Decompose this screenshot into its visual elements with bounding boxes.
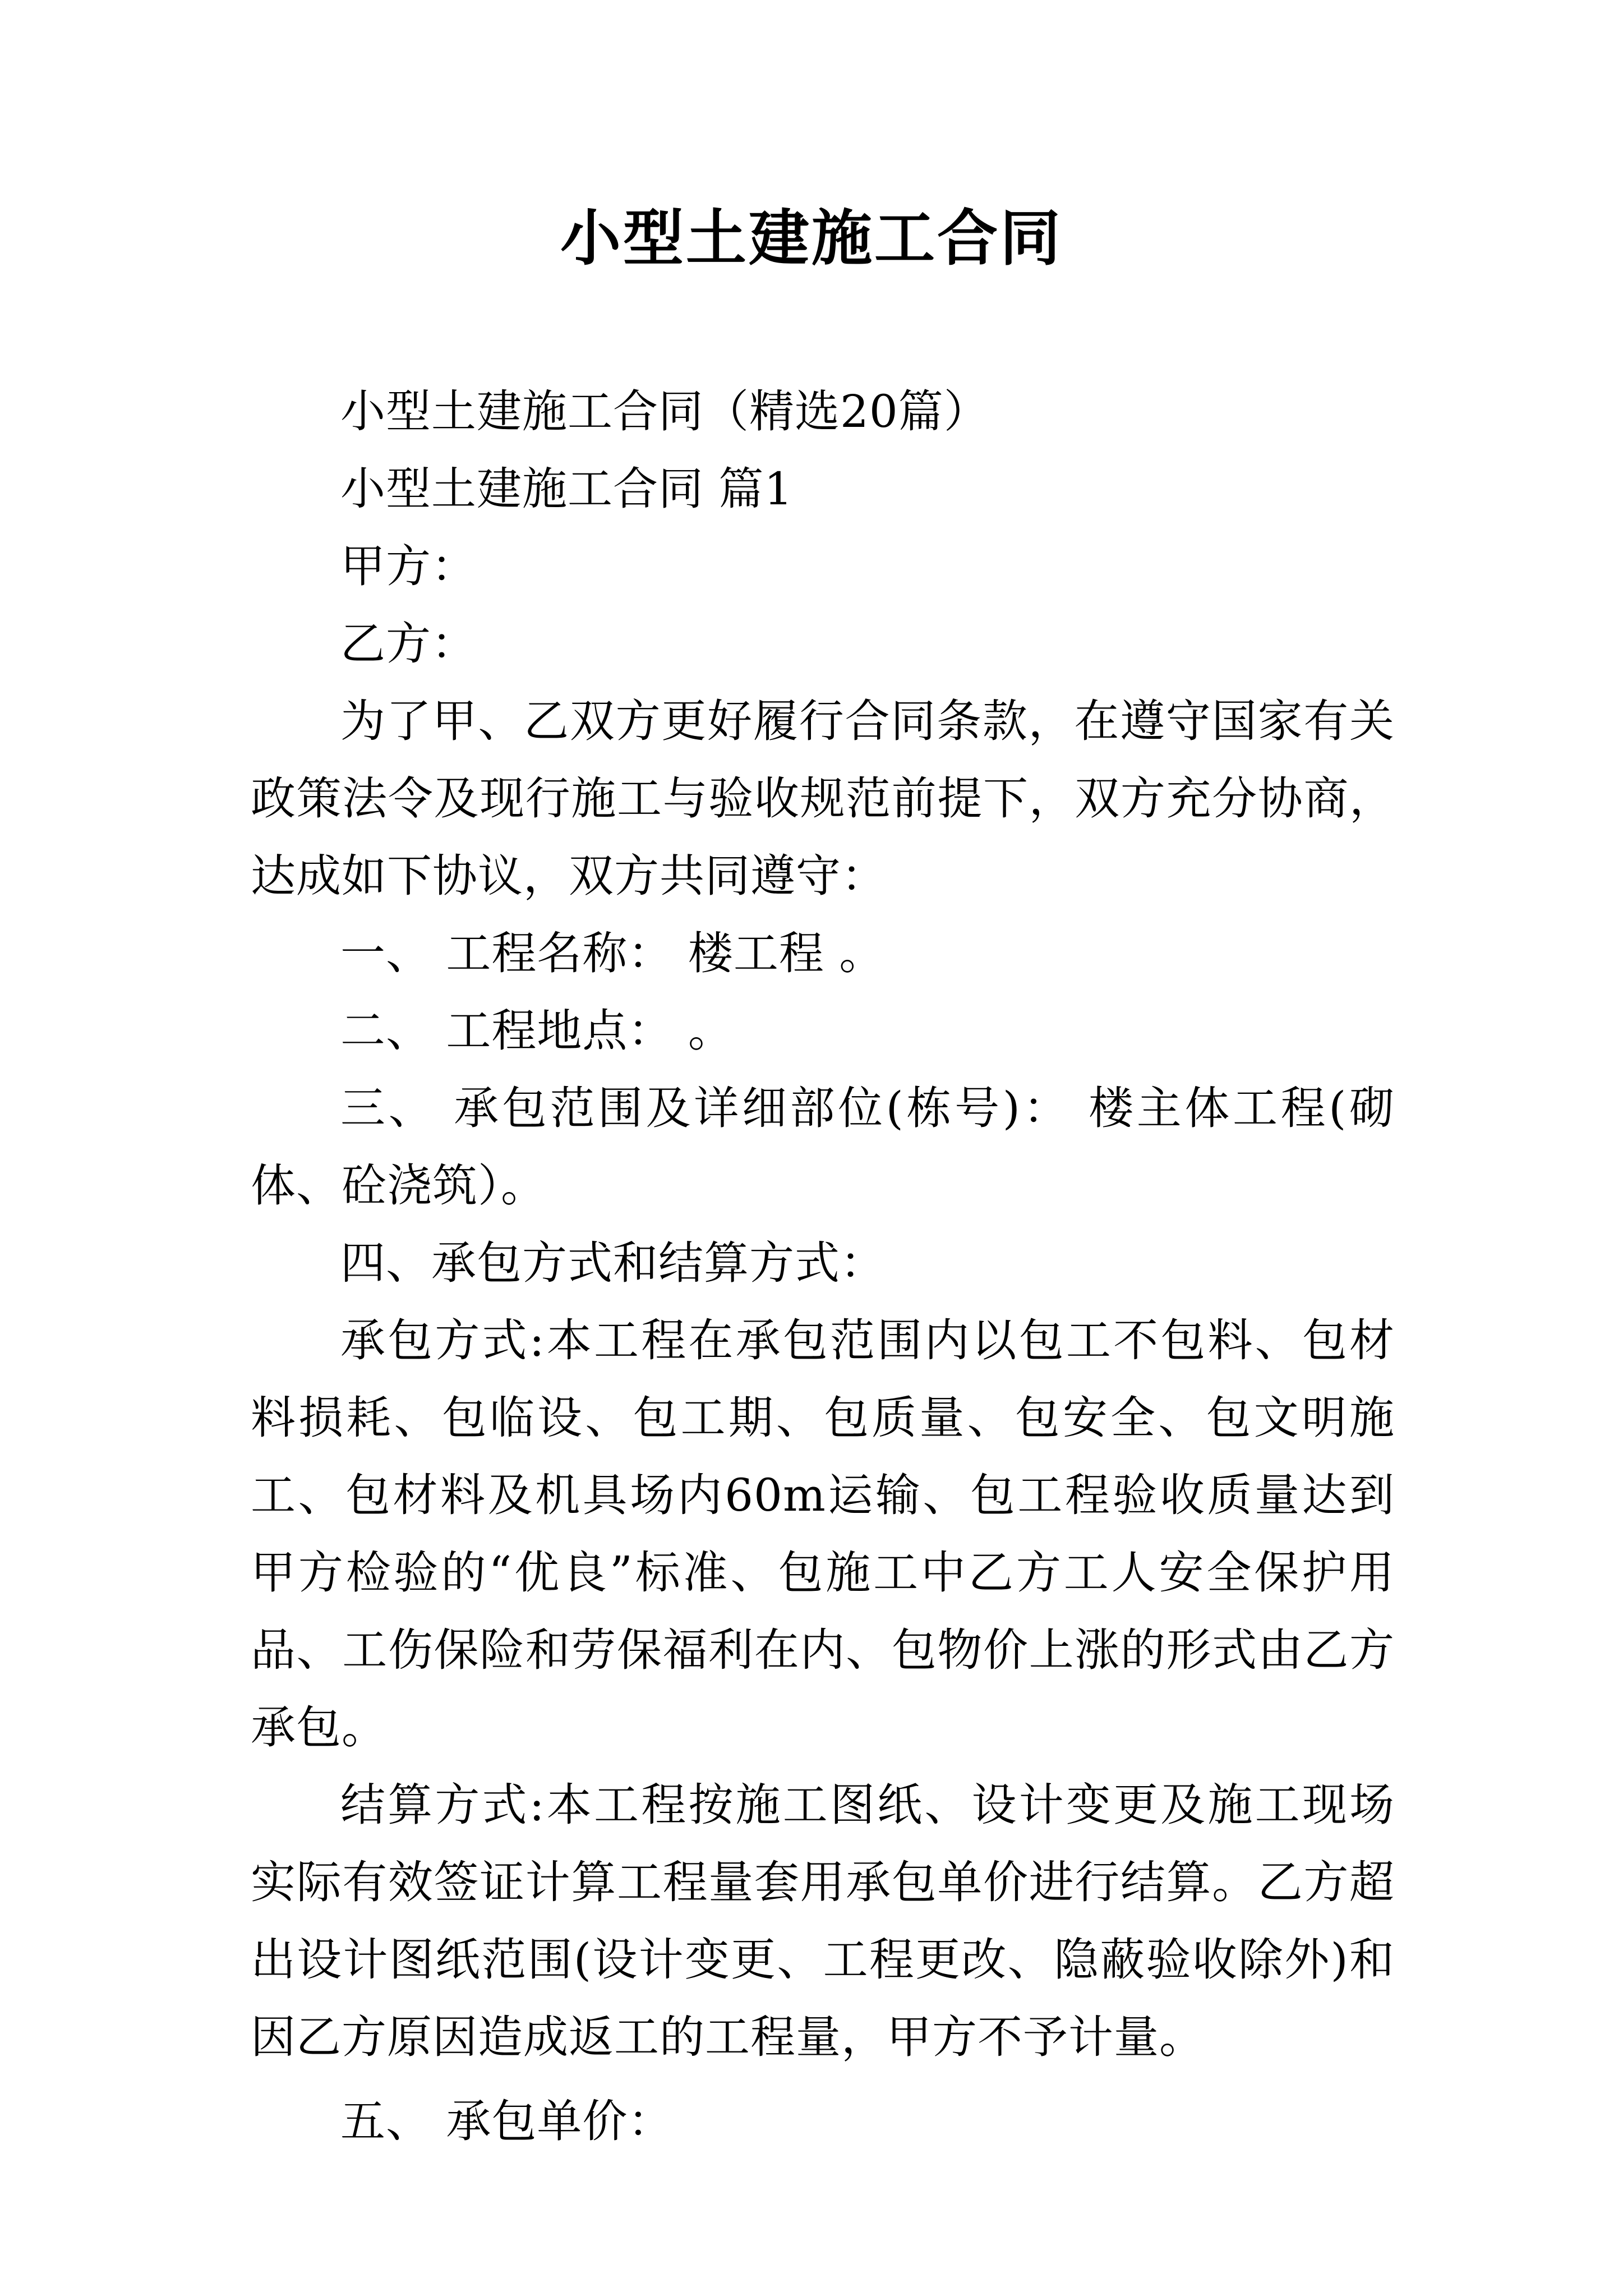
paragraph-subtitle: 小型土建施工合同（精选20篇）: [340, 385, 989, 438]
paragraph-party-a: 甲方：: [340, 540, 477, 592]
paragraph-project-name: 一、 工程名称： 楼工程 。: [340, 927, 885, 979]
paragraph-contract-scope: 三、 承包范围及详细部位(栋号)： 楼主体工程(砌体、砼浇筑）。: [251, 1082, 1395, 1212]
paragraph-section-heading: 小型土建施工合同 篇1: [340, 463, 794, 515]
paragraph-project-location: 二、 工程地点： 。: [340, 1005, 734, 1057]
paragraph-unit-price: 五、 承包单价：: [340, 2095, 674, 2147]
paragraph-contract-method: 承包方式:本工程在承包范围内以包工不包料、包材料损耗、包临设、包工期、包质量、包安全、包文明施工、包材料及机具场内60m运输、包工程验收质量达到甲方检验的“优良”标准、包施工中乙方工人安全保护用品、工伤保险和劳保福利在内、包物价上涨的形式由乙方承包。: [251, 1314, 1395, 1754]
paragraph-settlement-method: 结算方式:本工程按施工图纸、设计变更及施工现场实际有效签证计算工程量套用承包单价进行结算。乙方超出设计图纸范围(设计变更、工程更改、隐蔽验收除外)和因乙方原因造成返工的工程量，甲方不予计量。: [251, 1779, 1395, 2063]
paragraph-party-b: 乙方：: [340, 618, 477, 670]
paragraph-preamble: 为了甲、乙双方更好履行合同条款，在遵守国家有关政策法令及现行施工与验收规范前提下，双方充分协商，达成如下协议，双方共同遵守：: [251, 695, 1395, 902]
document-body: [251, 373, 1395, 2160]
paragraph-contract-method-heading: 四、承包方式和结算方式：: [340, 1237, 886, 1289]
document-title: 小型土建施工合同: [560, 203, 1063, 274]
